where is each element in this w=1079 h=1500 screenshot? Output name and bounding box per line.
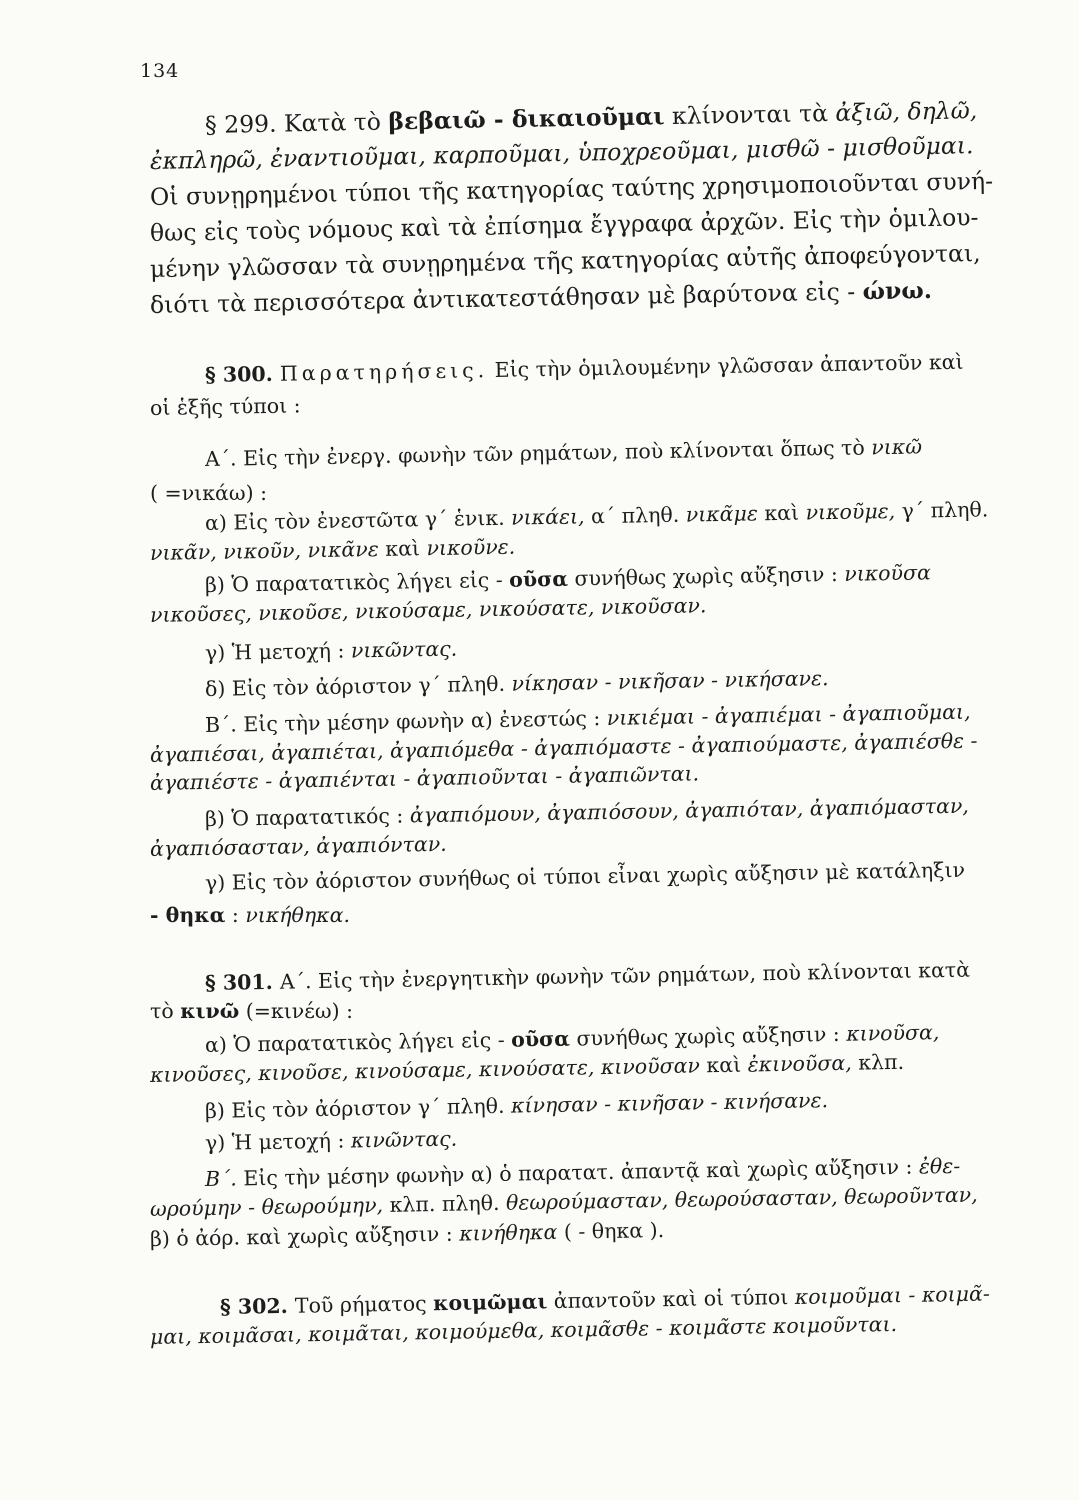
s301-B-line-3: β) ὁ ἀόρ. καὶ χωρὶς αὔξησιν : κινήθηκα ( - θηκα ). bbox=[149, 1218, 665, 1251]
s300-line-1: § 300. Παρατηρήσεις. Εἰς τὴν ὁμιλουμένην γλῶσσαν ἀπαντοῦν καὶ bbox=[204, 349, 964, 387]
s301-g-line: γ) Ἡ μετοχή : κινῶντας. bbox=[204, 1126, 458, 1155]
s299-line-1: § 299. Κατὰ τὸ βεβαιῶ - δικαιοῦμαι κλίνονται τὰ ἀξιῶ, δηλῶ, bbox=[204, 96, 978, 139]
s300-Bb-line-1: β) Ὁ παρατατικός : ἀγαπιόμουν, ἀγαπιόσουν, ἀγαπιόταν, ἀγαπιόμασταν, bbox=[204, 793, 970, 831]
s300-B-line-1: Β΄. Εἰς τὴν μέσην φωνὴν α) ἐνεστώς : νικιέμαι - ἀγαπιέμαι - ἀγαπιοῦμαι, bbox=[204, 699, 971, 737]
s301-a-line-2: κινοῦσες, κινοῦσε, κινούσαμε, κινούσατε, κινοῦσαν καὶ ἐκινοῦσα, κλπ. bbox=[149, 1049, 905, 1087]
s299-line-2: ἐκπληρῶ, ἐναντιοῦμαι, καρποῦμαι, ὑποχρεοῦμαι, μισθῶ - μισθοῦμαι. bbox=[149, 131, 974, 175]
s301-b-line: β) Εἰς τὸν ἀόριστον γ΄ πληθ. κίνησαν - κινῆσαν - κινήσανε. bbox=[204, 1088, 829, 1123]
s300-a-line-1: α) Εἰς τὸν ἐνεστῶτα γ΄ ἑνικ. νικάει, α΄ πληθ. νικᾶμε καὶ νικοῦμε, γ΄ πληθ. bbox=[204, 497, 989, 535]
s300-Bg-line-2: - θηκα : νικήθηκα. bbox=[150, 903, 350, 927]
s300-A-line-2: ( =νικάω) : bbox=[150, 481, 267, 505]
s301-B-line-2: ωρούμην - θεωρούμην, κλπ. πληθ. θεωρούμασταν, θεωρούσασταν, θεωροῦνταν, bbox=[149, 1182, 978, 1221]
s299-line-5: μένην γλῶσσαν τὰ συνῃρημένα τῆς κατηγορίας αὐτῆς ἀποφεύγονται, bbox=[149, 239, 981, 283]
s302-line-2: μαι, κοιμᾶσαι, κοιμᾶται, κοιμούμεθα, κοιμᾶσθε - κοιμᾶστε κοιμοῦνται. bbox=[149, 1311, 898, 1349]
s299-line-6: διότι τὰ περισσότερα ἀντικατεστάθησαν μὲ βαρύτονα εἰς - ώνω. bbox=[149, 275, 933, 319]
s300-g-line: γ) Ἡ μετοχή : νικῶντας. bbox=[204, 636, 458, 665]
s300-A-line-1: Α΄. Εἰς τὴν ἐνεργ. φωνὴν τῶν ρημάτων, ποὺ κλίνονται ὅπως τὸ νικῶ bbox=[204, 434, 923, 471]
s301-heading: § 301. bbox=[204, 969, 281, 995]
s301-a-line-1: α) Ὁ παρατατικὸς λήγει εἰς - οῦσα συνήθως χωρὶς αὔξησιν : κινοῦσα, bbox=[204, 1020, 940, 1057]
s300-Bb-line-2: ἀγαπιόσασταν, ἀγαπιόνταν. bbox=[149, 831, 447, 861]
s299-line-4: θως εἰς τοὺς νόμους καὶ τὰ ἐπίσημα ἔγγραφα ἀρχῶν. Εἰς τὴν ὁμιλου- bbox=[149, 203, 979, 247]
s300-b-line-2: νικοῦσες, νικοῦσε, νικούσαμε, νικούσατε, νικοῦσαν. bbox=[149, 593, 707, 627]
s299-heading: § 299. Κατὰ τὸ bbox=[204, 107, 389, 139]
s301-B-line-1: Β΄. Εἰς τὴν μέσην φωνὴν α) ὁ παρατατ. ἀπαντᾷ καὶ χωρὶς αὔξησιν : ἐθε- bbox=[204, 1153, 961, 1191]
s300-line-2: οἱ ἑξῆς τύποι : bbox=[149, 393, 301, 420]
s299-model-verbs: βεβαιῶ - δικαιοῦμαι bbox=[388, 102, 665, 136]
s300-d-line: δ) Εἰς τὸν ἀόριστον γ΄ πληθ. νίκησαν - νικῆσαν - νικήσανε. bbox=[204, 666, 829, 701]
s300-heading: § 300. bbox=[204, 361, 281, 387]
s300-a-line-2: νικᾶν, νικοῦν, νικᾶνε καὶ νικοῦνε. bbox=[149, 534, 516, 565]
s301-line-1: § 301. Α΄. Εἰς τὴν ἐνεργητικὴν φωνὴν τῶν ρημάτων, ποὺ κλίνονται κατὰ bbox=[204, 957, 971, 995]
s301-line-2: τὸ κινῶ (=κινέω) : bbox=[150, 999, 353, 1023]
s302-line-1: § 302. Τοῦ ρήματος κοιμῶμαι ἀπαντοῦν καὶ οἱ τύποι κοιμοῦμαι - κοιμᾶ- bbox=[219, 1281, 990, 1319]
s300-B-line-2: ἀγαπιέσαι, ἀγαπιέται, ἀγαπιόμεθα - ἀγαπιόμαστε - ἀγαπιούμαστε, ἀγαπιέσθε - bbox=[149, 728, 978, 767]
s302-heading: § 302. bbox=[219, 1293, 296, 1319]
page-number: 134 bbox=[140, 60, 180, 82]
s300-B-line-3: ἀγαπιέστε - ἀγαπιένται - ἀγαπιοῦνται - ἀγαπιῶνται. bbox=[149, 761, 700, 795]
s299-line-3: Οἱ συνῃρημένοι τύποι τῆς κατηγορίας ταύτης χρησιμοποιοῦνται συνή- bbox=[149, 166, 994, 211]
s300-b-line-1: β) Ὁ παρατατικὸς λήγει εἰς - οῦσα συνήθως χωρὶς αὔξησιν : νικοῦσα bbox=[204, 560, 932, 597]
s300-Bg-line-1: γ) Εἰς τὸν ἀόριστον συνήθως οἱ τύποι εἶναι χωρὶς αὔξησιν μὲ κατάληξιν bbox=[204, 857, 966, 895]
